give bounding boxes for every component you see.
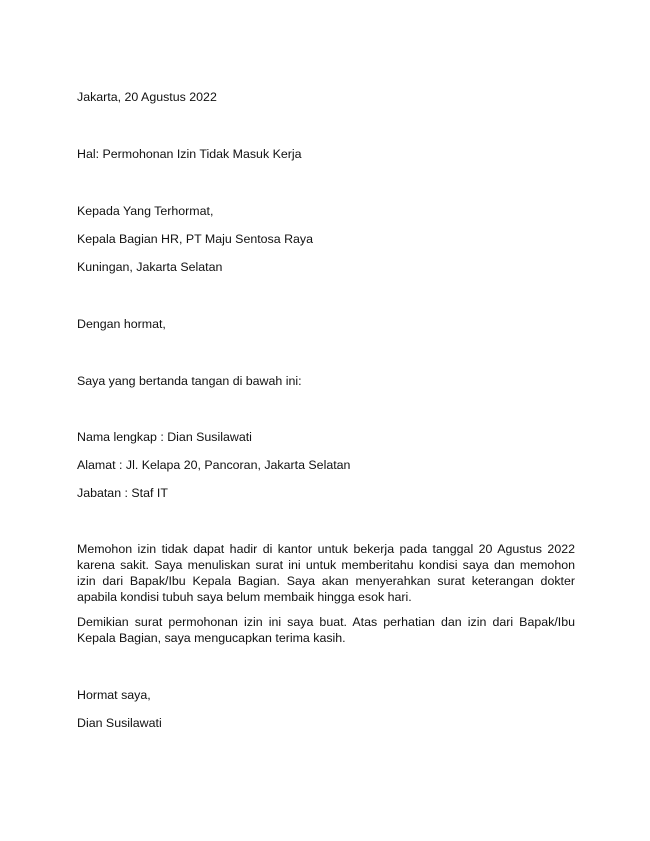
letter-subject: Hal: Permohonan Izin Tidak Masuk Kerja (77, 147, 302, 161)
recipient-salutation: Kepada Yang Terhormat, (77, 204, 214, 218)
signatory-name: Dian Susilawati (77, 716, 162, 730)
body-paragraph-request: Memohon izin tidak dapat hadir di kantor untuk bekerja pada tanggal 20 Agustus 2022 karena sakit. Saya menuliskan surat ini untuk memberitahu kondisi saya dan memohon izin dari Bapak/Ibu Kepala Bagian. Saya akan menyerahkan surat keterangan dokter apabila kondisi tubuh saya belum membaik hingga esok hari. (77, 542, 575, 604)
intro-statement: Saya yang bertanda tangan di bawah ini: (77, 374, 302, 388)
greeting: Dengan hormat, (77, 317, 166, 331)
recipient-address: Kuningan, Jakarta Selatan (77, 260, 223, 274)
identity-name: Nama lengkap : Dian Susilawati (77, 430, 252, 444)
identity-address: Alamat : Jl. Kelapa 20, Pancoran, Jakarta Selatan (77, 458, 351, 472)
letter-date: Jakarta, 20 Agustus 2022 (77, 90, 217, 104)
recipient-position: Kepala Bagian HR, PT Maju Sentosa Raya (77, 232, 314, 246)
identity-position: Jabatan : Staf IT (77, 486, 168, 500)
body-paragraph-closing: Demikian surat permohonan izin ini saya buat. Atas perhatian dan izin dari Bapak/Ibu Kepala Bagian, saya mengucapkan terima kasih. (77, 615, 575, 645)
closing-phrase: Hormat saya, (77, 688, 151, 702)
